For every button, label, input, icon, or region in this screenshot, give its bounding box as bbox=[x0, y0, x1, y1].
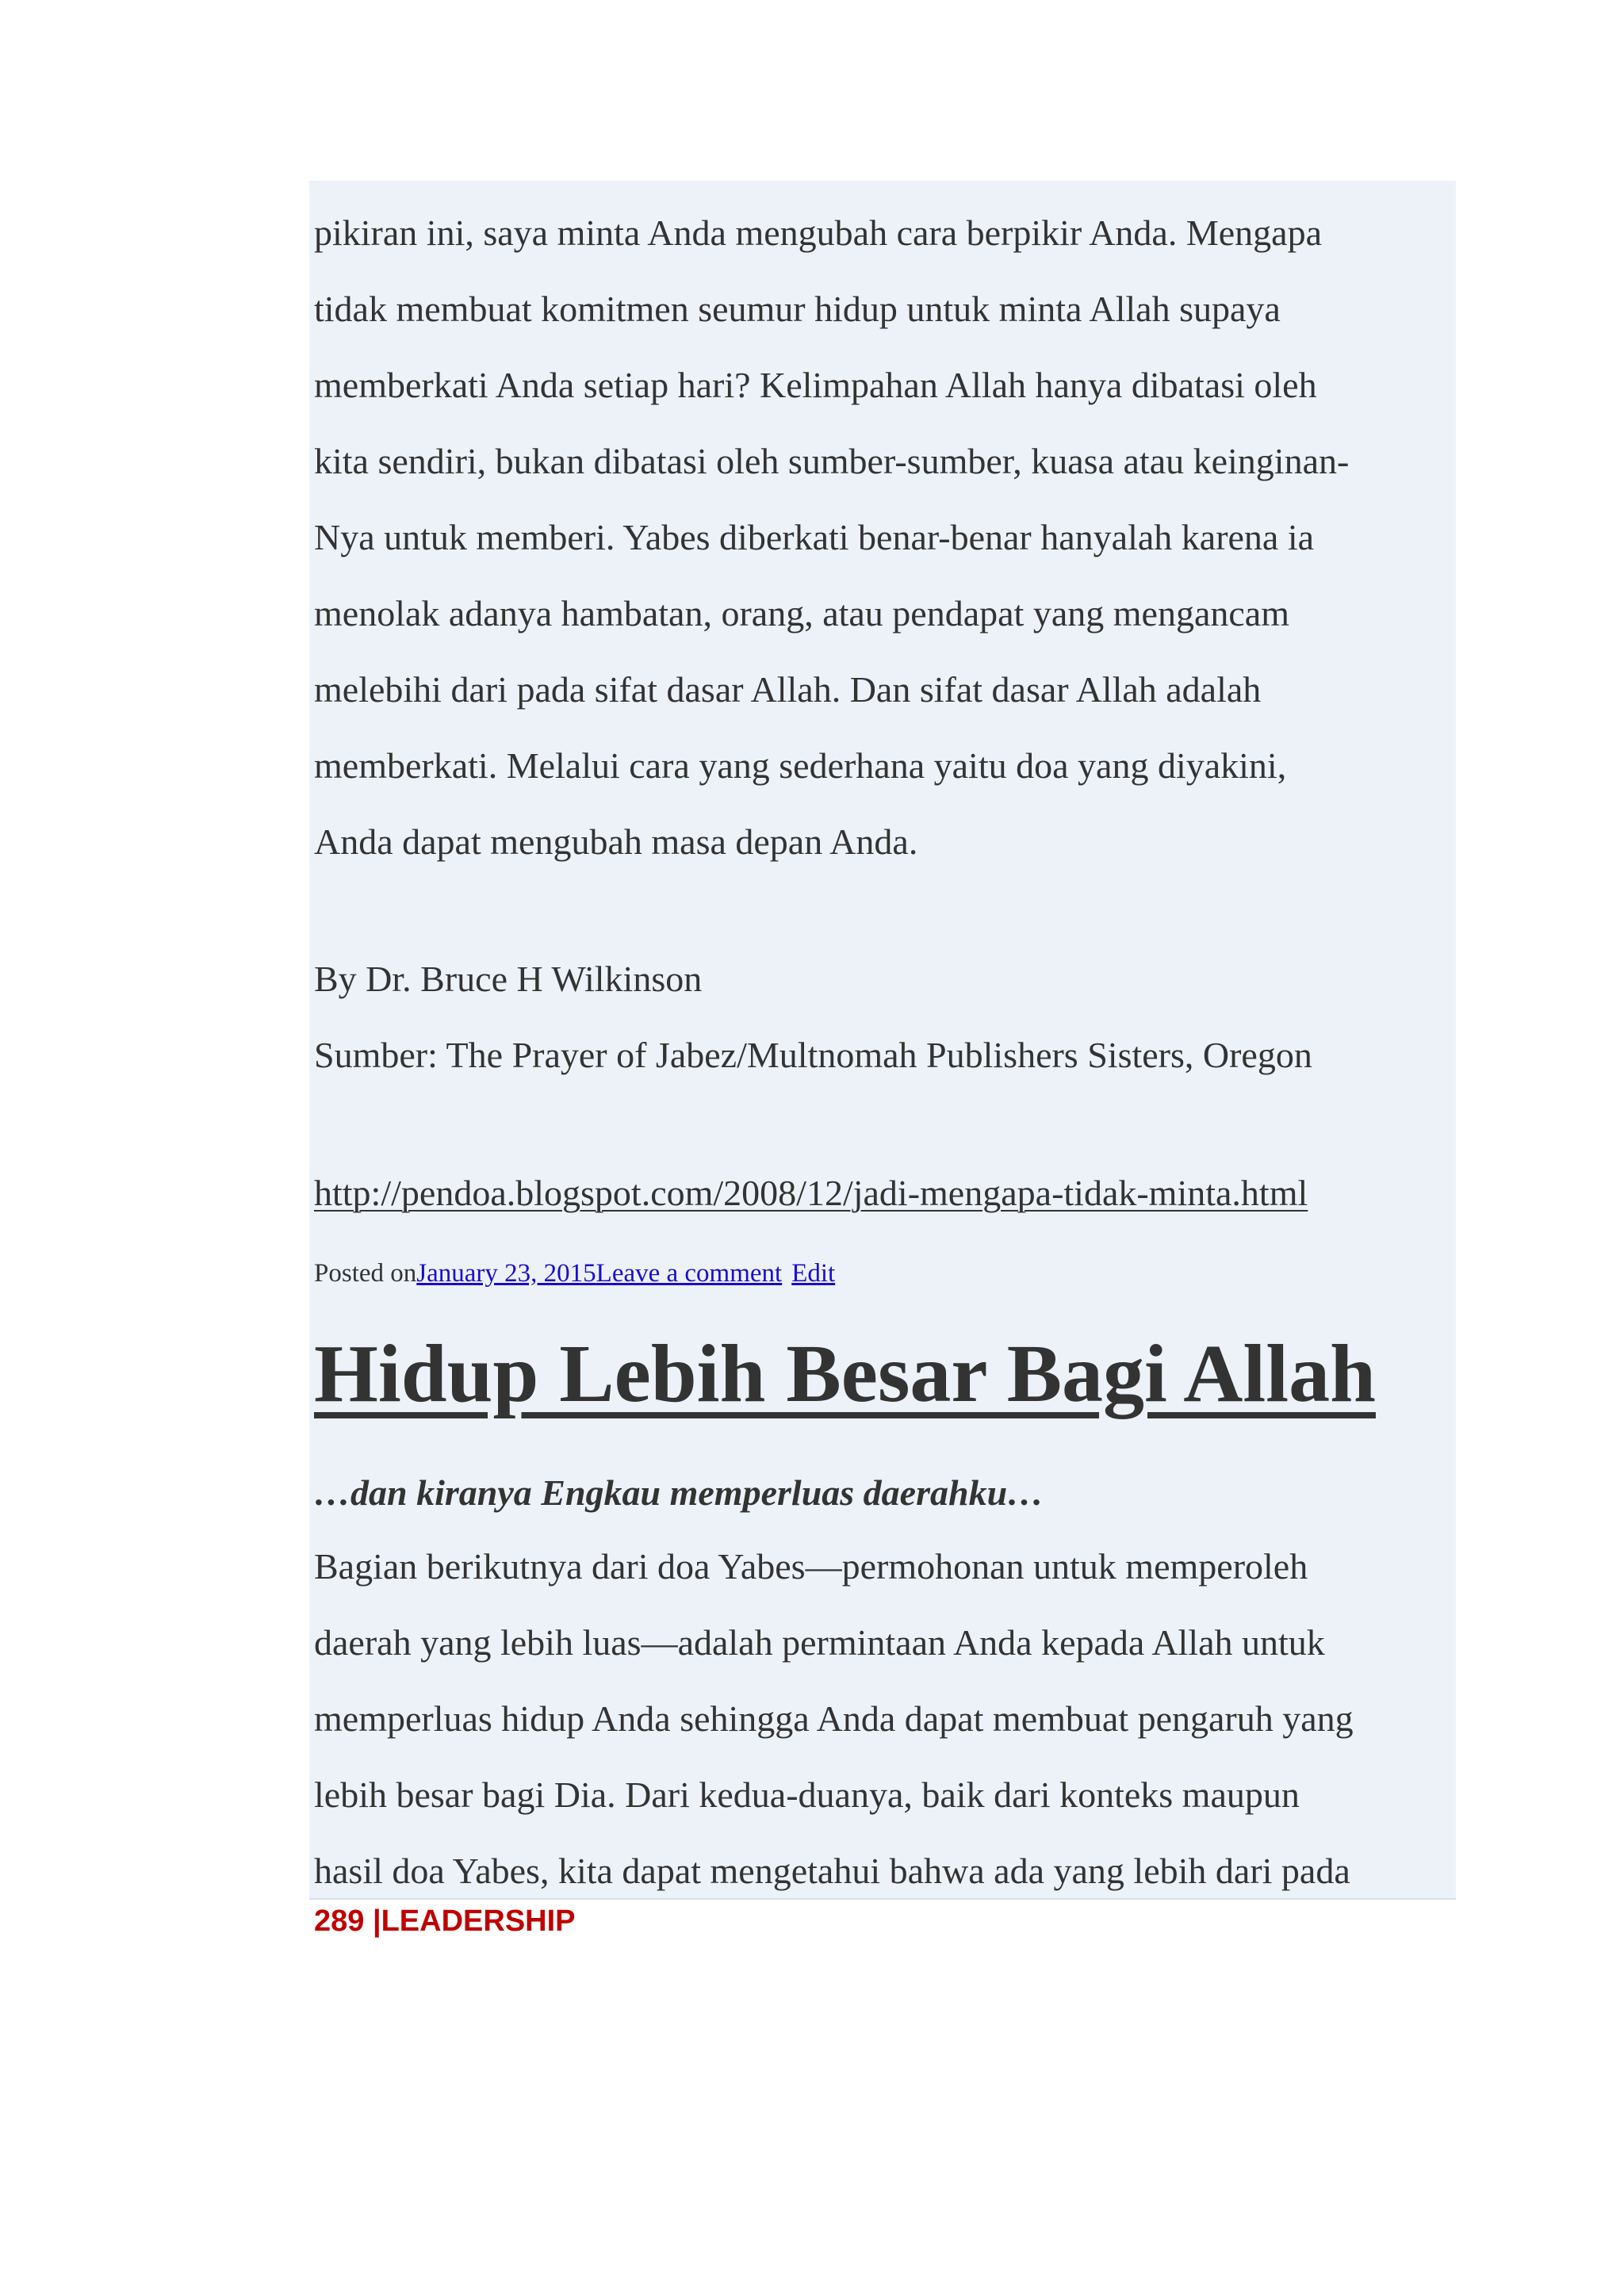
text-line: Nya untuk memberi. Yabes diberkati benar-benar hanyalah karena ia bbox=[314, 517, 1315, 557]
text-line: daerah yang lebih luas—adalah permintaan Anda kepada Allah untuk bbox=[314, 1622, 1325, 1663]
text-line: memberkati. Melalui cara yang sederhana yaitu doa yang diyakini, bbox=[314, 745, 1287, 786]
credits bbox=[314, 941, 1464, 1093]
text-line: hasil doa Yabes, kita dapat mengetahui bahwa ada yang lebih dari pada bbox=[314, 1851, 1350, 1891]
body-paragraph-1 bbox=[314, 195, 1464, 880]
body-paragraph-2 bbox=[314, 1529, 1464, 1909]
text-line: memperluas hidup Anda sehingga Anda dapat membuat pengaruh yang bbox=[314, 1698, 1354, 1739]
post-title[interactable]: Hidup Lebih Besar Bagi Allah bbox=[314, 1328, 1376, 1419]
text-line: tidak membuat komitmen seumur hidup untuk minta Allah supaya bbox=[314, 289, 1281, 329]
text-line: pikiran ini, saya minta Anda mengubah cara berpikir Anda. Mengapa bbox=[314, 212, 1322, 253]
text-line: lebih besar bagi Dia. Dari kedua-duanya, baik dari konteks maupun bbox=[314, 1774, 1300, 1815]
page-footer: 289 |LEADERSHIP bbox=[314, 1904, 576, 1938]
text-line: melebihi dari pada sifat dasar Allah. Dan sifat dasar Allah adalah bbox=[314, 669, 1262, 710]
post-subtitle: …dan kiranya Engkau memperluas daerahku… bbox=[314, 1472, 1044, 1513]
leave-comment-link[interactable]: Leave a comment bbox=[596, 1259, 783, 1288]
text-line: kita sendiri, bukan dibatasi oleh sumber-sumber, kuasa atau keinginan- bbox=[314, 441, 1350, 481]
text-line: Anda dapat mengubah masa depan Anda. bbox=[314, 821, 918, 862]
post-meta bbox=[314, 1254, 835, 1293]
text-line: memberkati Anda setiap hari? Kelimpahan Allah hanya dibatasi oleh bbox=[314, 365, 1317, 405]
text-line: Bagian berikutnya dari doa Yabes—permohonan untuk memperoleh bbox=[314, 1546, 1308, 1587]
author-line: By Dr. Bruce H Wilkinson bbox=[314, 959, 703, 999]
posted-on-label: Posted on bbox=[314, 1259, 417, 1288]
text-line: menolak adanya hambatan, orang, atau pendapat yang mengancam bbox=[314, 593, 1289, 634]
source-line: Sumber: The Prayer of Jabez/Multnomah Publishers Sisters, Oregon bbox=[314, 1035, 1312, 1075]
source-url-link[interactable]: http://pendoa.blogspot.com/2008/12/jadi-mengapa-tidak-minta.html bbox=[314, 1173, 1308, 1213]
edit-link[interactable]: Edit bbox=[791, 1259, 836, 1288]
post-date-link[interactable]: January 23, 2015 bbox=[416, 1259, 596, 1288]
